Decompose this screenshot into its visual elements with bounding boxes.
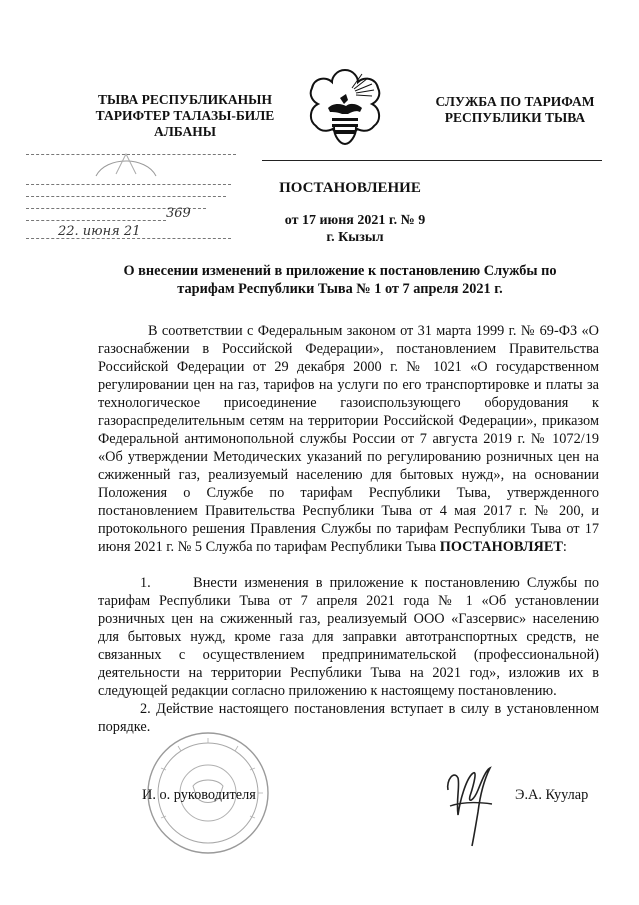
- signatory-name: Э.А. Куулар: [515, 787, 589, 803]
- preamble-decree-word: ПОСТАНОВЛЯЕТ: [439, 539, 563, 555]
- document-title: ПОСТАНОВЛЕНИЕ: [279, 180, 421, 196]
- header-left-line-1: ТЫВА РЕСПУБЛИКАНЫН: [98, 92, 272, 107]
- document-subject: О внесении изменений в приложение к постановлению Службы по тарифам Республики Тыва № 1 от 7 апреля 2021 г.: [123, 263, 557, 297]
- stamp-reg-number: 369: [166, 206, 191, 221]
- document-city: г. Кызыл: [326, 230, 384, 245]
- emblem-icon: [302, 64, 388, 150]
- decree-item-1: [98, 574, 599, 700]
- stamp-reg-date: 22. июня 21: [58, 224, 141, 239]
- stamp-ornament-icon: [86, 146, 166, 182]
- registration-stamp: [26, 146, 236, 246]
- decree-item-1-text: Внести изменения в приложение к постановлению Службы по тарифам Республики Тыва от 7 апреля 2021 года № 1 «Об установлении розничных цен на сжиженный газ, реализуемый ООО «Газсервис» населению для бытовых нужд, кроме газа для заправки автотранспортных средств, не связанных с осуществлением предпринимательской (профессиональной) деятельности на территории Республики Тыва на 2021 год», изложив их в следующей редакции согласно приложению к настоящему постановлению.: [98, 575, 599, 699]
- header-right-line-1: СЛУЖБА ПО ТАРИФАМ: [435, 94, 595, 109]
- handwritten-signature-icon: [440, 760, 500, 850]
- document-dateline: [240, 212, 470, 246]
- preamble-text: В соответствии с Федеральным законом от 31 марта 1999 г. № 69-ФЗ «О газоснабжении в Российской Федерации», постановлением Правительства Российской Федерации от 29 декабря 2000 г. № 1021 «О государственном регулировании цен на газ, тарифов на услуги по его транспортировке и платы за технологическое присоединение газоиспользующего оборудования к газораспределительным сетям на территории Российской Федерации», приказом Федеральной антимонопольной службы России от 7 августа 2019 г. № 1072/19 «Об утверждении Методических указаний по регулированию розничных цен на сжиженный газ, реализуемый населению для бытовых нужд», на основании Положения о Службе по тарифам Республики Тыва, утвержденного постановлением Правительства Республики Тыва от 4 мая 2017 г. № 200, и протокольного решения Правления Службы по тарифам Республики Тыва от 17 июня 2021 г. № 5 Служба по тарифам Республики Тыва: [98, 323, 599, 555]
- decree-item-1-num: 1.: [140, 575, 151, 591]
- header-divider: [262, 160, 602, 161]
- preamble-end: :: [562, 539, 567, 555]
- document-date-number: от 17 июня 2021 г. № 9: [284, 213, 426, 228]
- decree-item-2-text: Действие настоящего постановления вступает в силу в установленном порядке.: [98, 701, 599, 735]
- header-left-line-3: АЛБАНЫ: [153, 124, 217, 139]
- header-right-line-2: РЕСПУБЛИКИ ТЫВА: [444, 110, 586, 125]
- header-right-org: [420, 94, 610, 126]
- header-left-line-2: ТАРИФТЕР ТАЛАЗЫ-БИЛЕ: [95, 108, 275, 123]
- header-left-org: [70, 92, 300, 140]
- decree-item-2-num: 2.: [140, 701, 151, 717]
- preamble-paragraph: [98, 322, 599, 556]
- signatory-position: И. о. руководителя: [142, 787, 256, 803]
